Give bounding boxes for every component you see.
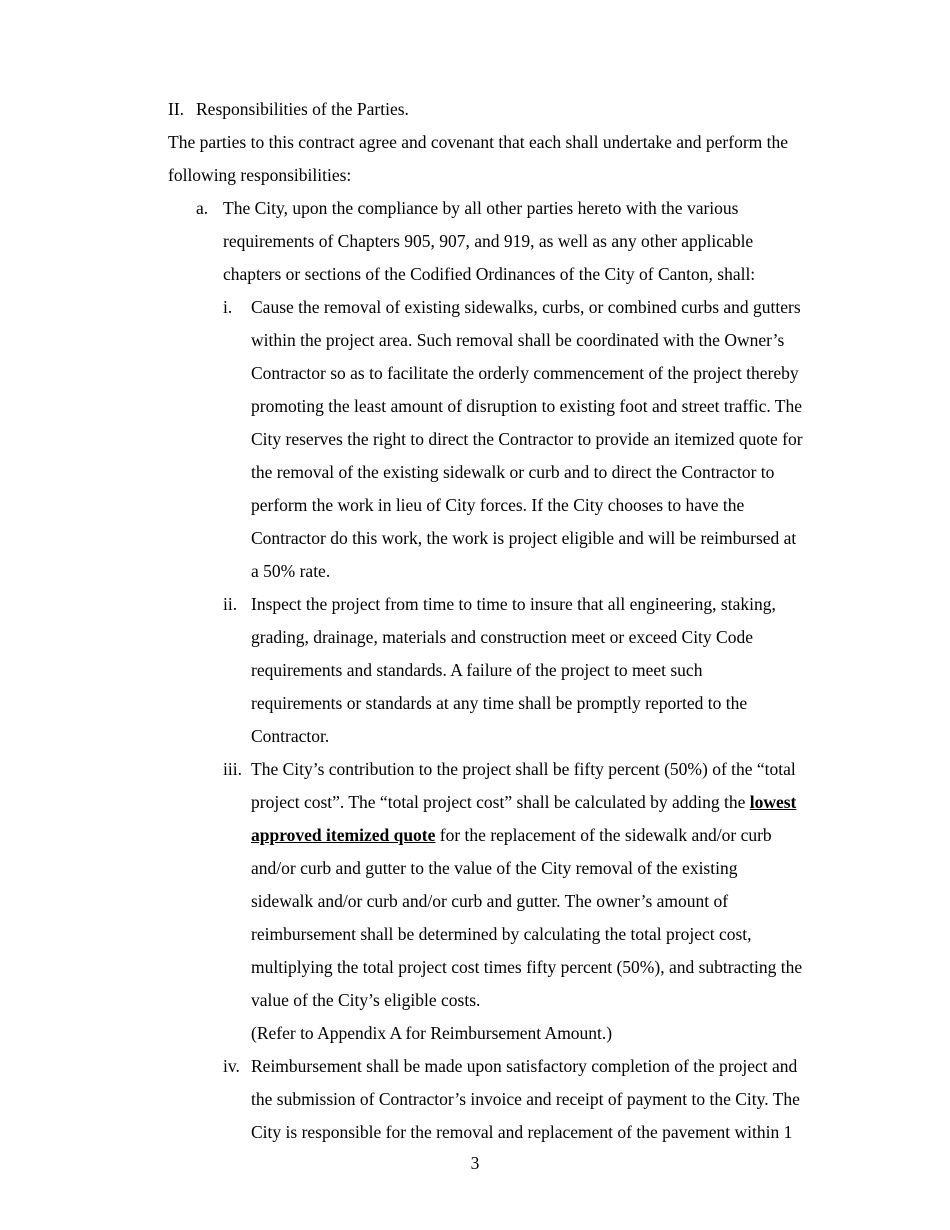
text-line: grading, drainage, materials and construction meet or exceed City Code <box>251 627 753 647</box>
text-line: requirements and standards. A failure of the project to meet such <box>251 660 703 680</box>
sub-item-i <box>223 291 848 588</box>
text-fragment: project cost”. The “total project cost” shall be calculated by adding the <box>251 792 750 812</box>
text-line: perform the work in lieu of City forces. If the City chooses to have the <box>251 495 745 515</box>
text-line: Cause the removal of existing sidewalks, curbs, or combined curbs and gutters <box>251 297 801 317</box>
list-item-a-text <box>223 192 846 291</box>
text-line: Contractor. <box>251 726 330 746</box>
sub-item-iii <box>223 753 848 1050</box>
text-line: Contractor do this work, the work is project eligible and will be reimbursed at <box>251 528 797 548</box>
text-line: within the project area. Such removal shall be coordinated with the Owner’s <box>251 330 785 350</box>
list-item-a <box>196 192 846 291</box>
list-marker-iv: iv. <box>223 1056 240 1076</box>
text-line: The City, upon the compliance by all other parties hereto with the various <box>223 198 739 218</box>
text-fragment: for the replacement of the sidewalk and/or curb <box>435 825 772 845</box>
text-line: multiplying the total project cost times fifty percent (50%), and subtracting the <box>251 957 803 977</box>
text-line: the removal of the existing sidewalk or curb and to direct the Contractor to <box>251 462 775 482</box>
sub-item-ii <box>223 588 848 753</box>
text-line: the submission of Contractor’s invoice and receipt of payment to the City. The <box>251 1089 800 1109</box>
appendix-reference: (Refer to Appendix A for Reimbursement Amount.) <box>251 1023 613 1043</box>
text-line: Reimbursement shall be made upon satisfactory completion of the project and <box>251 1056 798 1076</box>
emphasis-approved-itemized-quote: approved itemized quote <box>251 825 436 845</box>
text-line <box>251 786 848 819</box>
page-number: 3 <box>470 1153 480 1173</box>
sub-item-ii-text <box>251 588 848 753</box>
text-line: reimbursement shall be determined by calculating the total project cost, <box>251 924 752 944</box>
text-line: The City’s contribution to the project shall be fifty percent (50%) of the “total <box>251 759 796 779</box>
section-heading <box>168 93 409 126</box>
text-line: Inspect the project from time to time to insure that all engineering, staking, <box>251 594 776 614</box>
sub-item-iii-text <box>251 753 848 1050</box>
section-number: II. <box>168 99 185 119</box>
text-line: requirements of Chapters 905, 907, and 919, as well as any other applicable <box>223 231 754 251</box>
text-line: Contractor so as to facilitate the orderly commencement of the project thereby <box>251 363 799 383</box>
text-line: promoting the least amount of disruption to existing foot and street traffic. The <box>251 396 802 416</box>
text-line: a 50% rate. <box>251 561 331 581</box>
text-line: sidewalk and/or curb and/or curb and gutter. The owner’s amount of <box>251 891 729 911</box>
text-line: value of the City’s eligible costs. <box>251 990 481 1010</box>
section-title: Responsibilities of the Parties. <box>196 99 409 119</box>
sub-item-iv-text <box>251 1050 848 1149</box>
list-marker-a: a. <box>196 198 209 218</box>
text-line <box>251 819 848 852</box>
list-marker-ii: ii. <box>223 594 238 614</box>
list-marker-iii: iii. <box>223 759 242 779</box>
text-line: following responsibilities: <box>168 165 352 185</box>
text-line: and/or curb and gutter to the value of the City removal of the existing <box>251 858 738 878</box>
emphasis-lowest: lowest <box>749 792 797 812</box>
text-line: The parties to this contract agree and covenant that each shall undertake and perform the <box>168 132 789 152</box>
text-line: chapters or sections of the Codified Ordinances of the City of Canton, shall: <box>223 264 756 284</box>
text-line: City is responsible for the removal and replacement of the pavement within 1 <box>251 1122 793 1142</box>
sub-item-iv <box>223 1050 848 1149</box>
text-line: requirements or standards at any time shall be promptly reported to the <box>251 693 748 713</box>
text-line: City reserves the right to direct the Contractor to provide an itemized quote for <box>251 429 803 449</box>
intro-paragraph <box>168 126 848 192</box>
sub-item-i-text <box>251 291 848 588</box>
list-marker-i: i. <box>223 297 233 317</box>
